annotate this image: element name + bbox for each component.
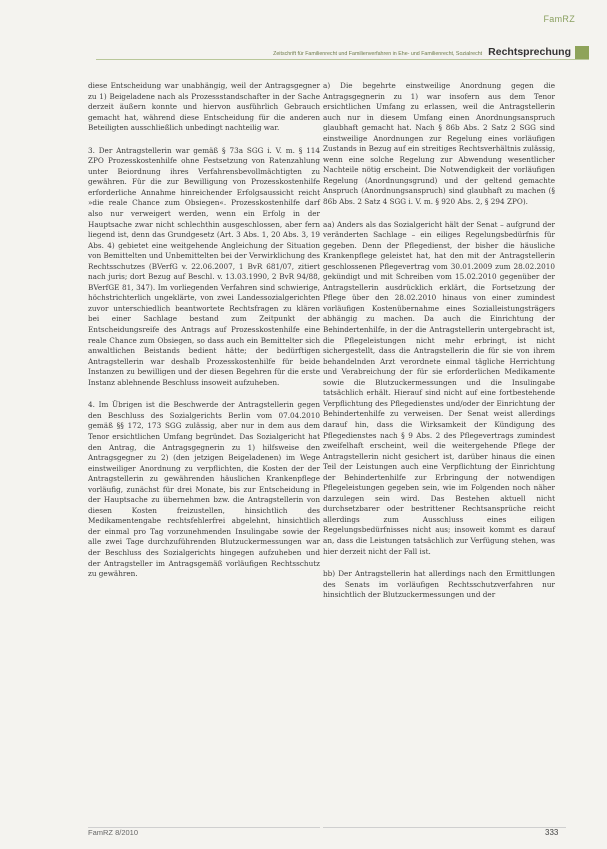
running-header	[96, 45, 589, 60]
paragraph: bb) Der Antragstellerin hat allerdings nach den Ermittlungen des Senats im vorläufigen Rechtsschutzverfahren nur hinsichtlich der Blutzuckermessungen und der	[323, 569, 555, 600]
journal-brand: FamRZ	[543, 14, 575, 24]
footer-journal-issue: FamRZ 8/2010	[88, 828, 139, 837]
paragraph: 4. Im Übrigen ist die Beschwerde der Antragstellerin gegen den Beschluss des Sozialgerichts Berlin vom 07.04.2010 gemäß §§ 172, 173 SGG zulässig, aber nur in dem aus dem Tenor ersichtlichen Umfang begründet. Das Sozialgericht hat den Antrag, die Antragsgegnerin zu 1) hilfsweise den Antragsgegner zu 2) (den jetzigen Beigeladenen) im Wege einstweiliger Anordnung zu verpflichten, die Kosten der der Antragstellerin zu gewährenden häuslichen Krankenpflege vorläufig, zunächst für drei Monate, bis zur Entscheidung in der Hauptsache zu übernehmen bzw. die Antragstellerin von diesen Kosten freizustellen, hinsichtlich des Medikamentengabe rechtsfehlerfrei abgelehnt, hinsichtlich der einmal pro Tag vorzunehmenden Insulingabe sowie der alle zwei Tage durchzuführenden Blutzuckermessungen war der Beschluss des Sozialgerichts hingegen aufzuheben und der Antragsteller im Antragsgemäß vorläufigen Rechtsschutz zu gewähren.	[88, 400, 320, 579]
paragraph: 3. Der Antragstellerin war gemäß § 73a SGG i. V. m. § 114 ZPO Prozesskostenhilfe ohne Festsetzung von Ratenzahlung unter Beiordnung ihres Verfahrensbevollmächtigten zu gewähren. Für die zur Bewilligung von Prozesskostenhilfe erforderliche Annahme hinreichender Erfolgsaussicht reicht »die reale Chance zum Obsiegen«. Prozesskostenhilfe darf also nur verweigert werden, wenn ein Erfolg in der Hauptsache zwar nicht schlechthin ausgeschlossen, aber fern liegend ist, denn das Grundgesetz (Art. 3 Abs. 1, 20 Abs. 3, 19 Abs. 4) gebietet eine weitgehende Angleichung der Situation von Bemittelten und Unbemittelten bei der Verwirklichung des Rechtsschutzes (BVerfG v. 22.06.2007, 1 BvR 681/07, zitiert nach juris; dort Bezug auf Beschl. v. 13.03.1990, 2 BvR 94/88, BVerfGE 81, 347). Im vorliegenden Verfahren sind schwierige, höchstrichterlich ungeklärte, von zwei Landessozialgerichten zuvor unterschiedlich beantwortete Rechtsfragen zu klären bei einer Sachlage bestand zum Zeitpunkt der Entscheidungsreife des Antrags auf Prozesskostenhilfe eine reale Chance zum Obsiegen, so dass auch ein Bemittelter sich anwaltlichen Beistands bedient hätte; der bedürftigen Antragstellerin war deshalb Prozesskostenhilfe für beide Instanzen zu bewilligen und der diesen Begehren für die erste Instanz ablehnende Beschluss insoweit aufzuheben.	[88, 145, 320, 387]
header-accent-block	[575, 46, 589, 59]
paragraph: a) Die begehrte einstweilige Anordnung gegen die Antragsgegnerin zu 1) war insofern aus dem Tenor ersichtlichen Umfang zu erlassen, weil die Antragstellerin auch nur in diesem Umfang einen Anordnungsanspruch glaubhaft gemacht hat. Nach § 86b Abs. 2 Satz 2 SGG sind einstweilige Anordnungen zur Regelung eines vorläufigen Zustands in Bezug auf ein streitiges Rechtsverhältnis zulässig, wenn eine solche Regelung zur Abwendung wesentlicher Nachteile nötig erscheint. Die Notwendigkeit der vorläufigen Regelung (Anordnungsgrund) und der geltend gemachte Anspruch (Anordnungsanspruch) sind glaubhaft zu machen (§ 86b Abs. 2 Satz 4 SGG i. V. m. § 920 Abs. 2, § 294 ZPO).	[323, 81, 555, 207]
header-subtitle: Zeitschrift für Familienrecht und Familienverfahren in Ehe- und Familienrecht, Sozialrecht	[273, 51, 483, 57]
page-number: 333	[545, 828, 559, 837]
section-title: Rechtsprechung	[488, 46, 571, 58]
footer-rule	[323, 827, 566, 828]
left-text-column	[88, 81, 320, 592]
paragraph: diese Entscheidung war unabhängig, weil der Antragsgegner zu 1) Beigeladene nach als Prozessstandschafter in der Sache derzeit äußern konnte und hiervon ausführlich Gebrauch gemacht hat, während diese Entscheidung für die anderen Beteiligten ausschließlich unbedingt nachteilig war.	[88, 81, 320, 133]
right-text-column	[323, 81, 555, 613]
paragraph: aa) Anders als das Sozialgericht hält der Senat – aufgrund der veränderten Sachlage – ein eiliges Regelungsbedürfnis für gegeben. Denn der Pflegedienst, der bisher die häusliche Krankenpflege geleistet hat, hat den mit der Antragstellerin geschlossenen Pflegevertrag vom 30.01.2009 zum 28.02.2010 gekündigt und mit Schreiben vom 15.02.2010 gegenüber der Antragstellerin ausdrücklich erklärt, die Fortsetzung der Pflege über den 28.02.2010 hinaus von einer zumindest vorläufigen Kostenübernahme eines Sozialleistungsträgers abhängig zu machen. Da auch die Einrichtung der Behindertenhilfe, in der die Antragstellerin untergebracht ist, die Pflegeleistungen nicht mehr erbringt, ist nicht sichergestellt, dass die Antragstellerin die für sie von ihrem behandelnden Arzt verordnete einmal tägliche Herrichtung und Verabreichung der für sie erforderlichen Medikamente sowie die Blutzuckermessungen und die Insulingabe tatsächlich erhält. Hierauf sind nicht auf eine fortbestehende Verpflichtung des Pflegedienstes und/oder der Einrichtung der Behindertenhilfe zu verweisen. Der Senat weist allerdings darauf hin, dass die Wirksamkeit der Kündigung des Pflegedienstes nach § 9 Abs. 2 des Pflegevertrags zumindest zweifelhaft erscheint, weil die weitergehende Pflege der Antragstellerin nicht gesichert ist, darüber hinaus die einen Teil der Leistungen auch eine Verpflichtung der Einrichtung der Behindertenhilfe zur Erbringung der notwendigen Pflegeleistungen gegeben sein, wie im Folgenden noch näher darzulegen sein wird. Das Bestehen aktuell nicht durchsetzbarer oder bestrittener Rechtsansprüche reicht allerdings zum Ausschluss eines eiligen Regelungsbedürfnisses nicht aus; insoweit kommt es darauf an, dass die Leistungen tatsächlich zur Verfügung stehen, was hier derzeit nicht der Fall ist.	[323, 219, 555, 556]
